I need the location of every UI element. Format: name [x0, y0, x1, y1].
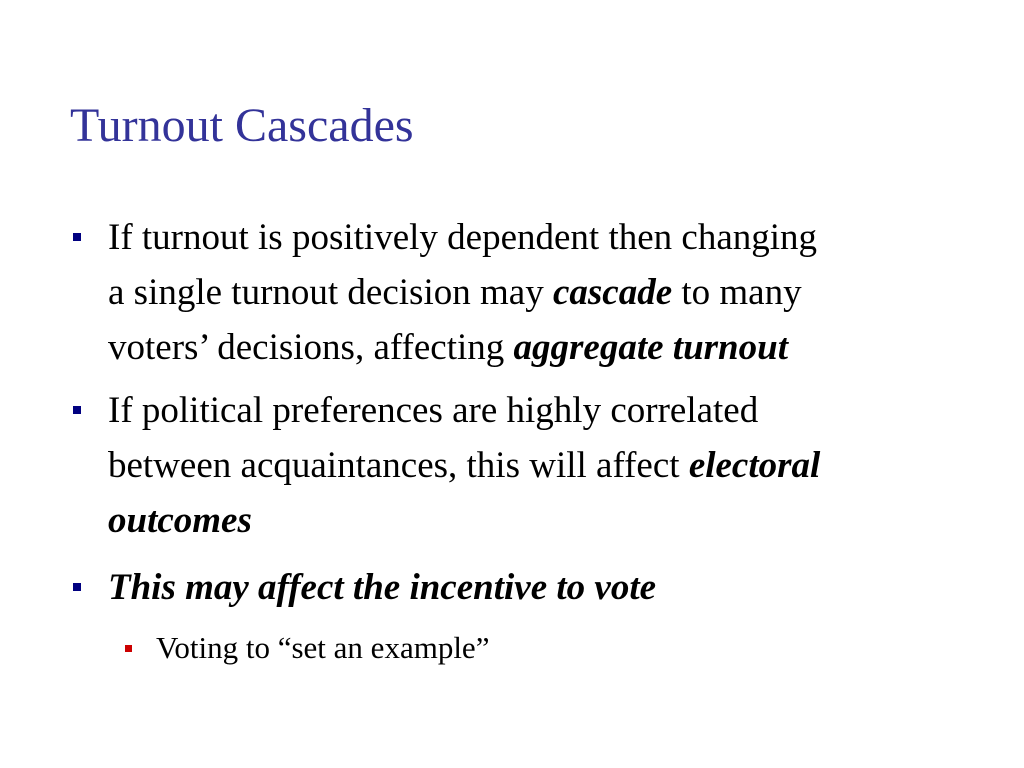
bullet-text: a single turnout decision may	[108, 272, 553, 313]
square-bullet-icon	[73, 406, 81, 414]
emphasis-outcomes: outcomes	[108, 500, 252, 541]
emphasis-aggregate-turnout: aggregate turnout	[513, 327, 788, 368]
bullet-line	[108, 383, 820, 438]
bullet-text: voters’ decisions, affecting	[108, 327, 514, 368]
slide-title: Turnout Cascades	[70, 99, 414, 152]
bullet-item	[108, 560, 656, 615]
emphasis-incentive-to-vote: This may affect the incentive to vote	[108, 567, 657, 608]
emphasis-electoral: electoral	[688, 445, 821, 486]
bullet-line	[108, 438, 820, 493]
bullet-text: between acquaintances, this will affect	[108, 445, 689, 486]
bullet-item	[108, 383, 820, 548]
square-bullet-icon	[73, 233, 81, 241]
bullet-line	[108, 265, 817, 320]
emphasis-cascade: cascade	[552, 272, 673, 313]
bullet-line	[108, 210, 817, 265]
bullet-line	[108, 493, 820, 548]
square-bullet-icon	[73, 583, 81, 591]
bullet-text: If turnout is positively dependent then changing	[108, 217, 818, 258]
bullet-text: to many	[672, 272, 802, 313]
sub-bullet-text: Voting to “set an example”	[156, 630, 490, 665]
sub-bullet-item	[156, 625, 489, 671]
bullet-line	[108, 320, 817, 375]
bullet-item	[108, 210, 817, 375]
red-square-bullet-icon	[125, 645, 132, 652]
bullet-text: If political preferences are highly correlated	[108, 390, 759, 431]
